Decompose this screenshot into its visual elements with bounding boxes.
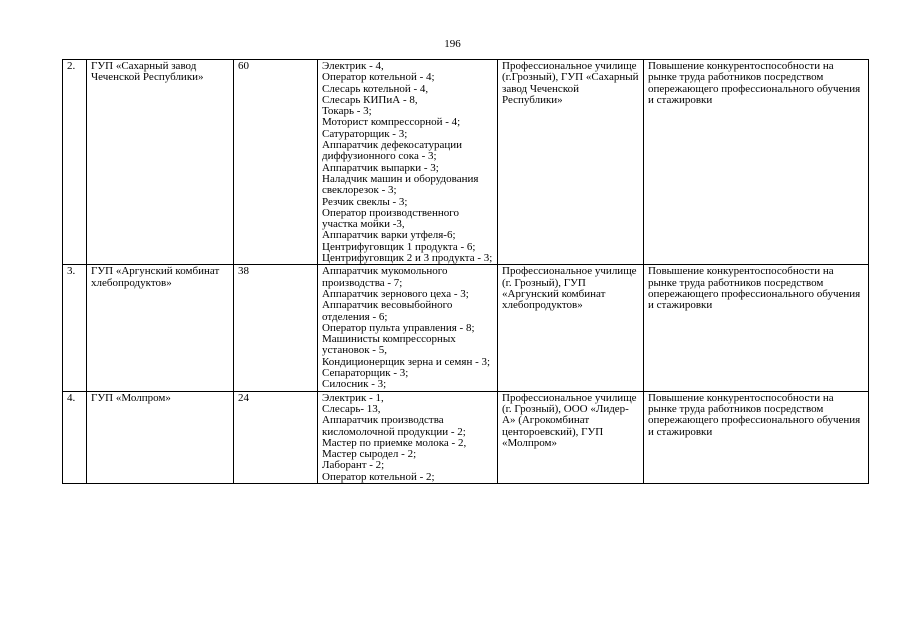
- profession-item: Токарь - 3;: [322, 105, 372, 118]
- goal-cell: Повышение конкурентоспособности на рынке труда работников посредством опережающего профессионального обучения и стажировки: [644, 391, 869, 483]
- profession-item: Оператор котельной - 2;: [322, 470, 435, 483]
- table-row: [63, 60, 869, 265]
- employee-count-cell: 38: [234, 265, 318, 391]
- profession-item: Оператор производственного участка мойки -3,: [322, 206, 459, 231]
- profession-item: Сепараторщик - 3;: [322, 367, 409, 380]
- employee-count-cell: 24: [234, 391, 318, 483]
- organization-cell: ГУП «Сахарный завод Чеченской Республики»: [87, 60, 234, 265]
- professions-cell: [318, 265, 498, 391]
- profession-item: Аппаратчик производства кисломолочной продукции - 2;: [322, 414, 466, 438]
- goal-cell: Повышение конкурентоспособности на рынке труда работников посредством опережающего профессионального обучения и стажировки: [644, 265, 869, 391]
- profession-item: Слесарь котельной - 4,: [322, 82, 429, 95]
- row-number-cell: 2.: [63, 60, 87, 265]
- goal-cell: Повышение конкурентоспособности на рынке труда работников посредством опережающего профессионального обучения и стажировки: [644, 60, 869, 265]
- profession-item: Моторист компрессорной - 4;: [322, 116, 461, 129]
- profession-item: Наладчик машин и оборудования свеклорезок - 3;: [322, 172, 479, 197]
- table-row: [63, 391, 869, 483]
- training-institution-cell: Профессиональное училище (г.Грозный), ГУП «Сахарный завод Чеченской Республики»: [498, 60, 644, 265]
- profession-item: Слесарь КИПиА - 8,: [322, 93, 418, 106]
- organization-cell: ГУП «Аргунский комбинат хлебопродуктов»: [87, 265, 234, 391]
- profession-item: Оператор пульта управления - 8;: [322, 321, 475, 334]
- profession-item: Сатураторщик - 3;: [322, 127, 408, 140]
- row-number-cell: 3.: [63, 265, 87, 391]
- profession-item: Резчик свеклы - 3;: [322, 195, 408, 208]
- profession-item: Кондиционерщик зерна и семян - 3;: [322, 355, 491, 368]
- employee-count-cell: 60: [234, 60, 318, 265]
- row-number-cell: 4.: [63, 391, 87, 483]
- organization-cell: ГУП «Молпром»: [87, 391, 234, 483]
- profession-item: Аппаратчик варки утфеля-6;: [322, 229, 456, 242]
- table-row: [63, 265, 869, 391]
- profession-item: Силосник - 3;: [322, 378, 387, 391]
- profession-item: Аппаратчик дефекосатурации диффузионного сока - 3;: [322, 139, 463, 163]
- table-body: [63, 60, 869, 484]
- profession-item: Аппаратчик выпарки - 3;: [322, 161, 439, 174]
- profession-item: Аппаратчик мукомольного производства - 7;: [322, 265, 448, 289]
- page-number: 196: [444, 38, 461, 50]
- profession-item: Аппаратчик весовыбойного отделения - 6;: [322, 299, 453, 323]
- profession-item: Электрик - 4,: [322, 60, 384, 72]
- profession-item: Лаборант - 2;: [322, 459, 385, 472]
- profession-item: Центрифуговщик 1 продукта - 6;: [322, 240, 476, 253]
- programs-table: [62, 59, 869, 484]
- profession-item: Машинисты компрессорных установок - 5,: [322, 333, 456, 357]
- profession-item: Электрик - 1,: [322, 391, 384, 404]
- profession-item: Слесарь- 13,: [322, 402, 381, 415]
- profession-item: Аппаратчик зернового цеха - 3;: [322, 287, 469, 300]
- profession-item: Центрифуговщик 2 и 3 продукта - 3;: [322, 252, 493, 265]
- professions-cell: [318, 60, 498, 265]
- profession-item: Мастер по приемке молока - 2,: [322, 436, 467, 449]
- profession-item: Мастер сыродел - 2;: [322, 448, 417, 461]
- training-institution-cell: Профессиональное училище (г. Грозный), ГУП «Аргунский комбинат хлебопродуктов»: [498, 265, 644, 391]
- professions-cell: [318, 391, 498, 483]
- profession-item: Оператор котельной - 4;: [322, 71, 435, 84]
- training-institution-cell: Профессиональное училище (г. Грозный), ООО «Лидер-А» (Агрокомбинат центороевский), ГУП «Молпром»: [498, 391, 644, 483]
